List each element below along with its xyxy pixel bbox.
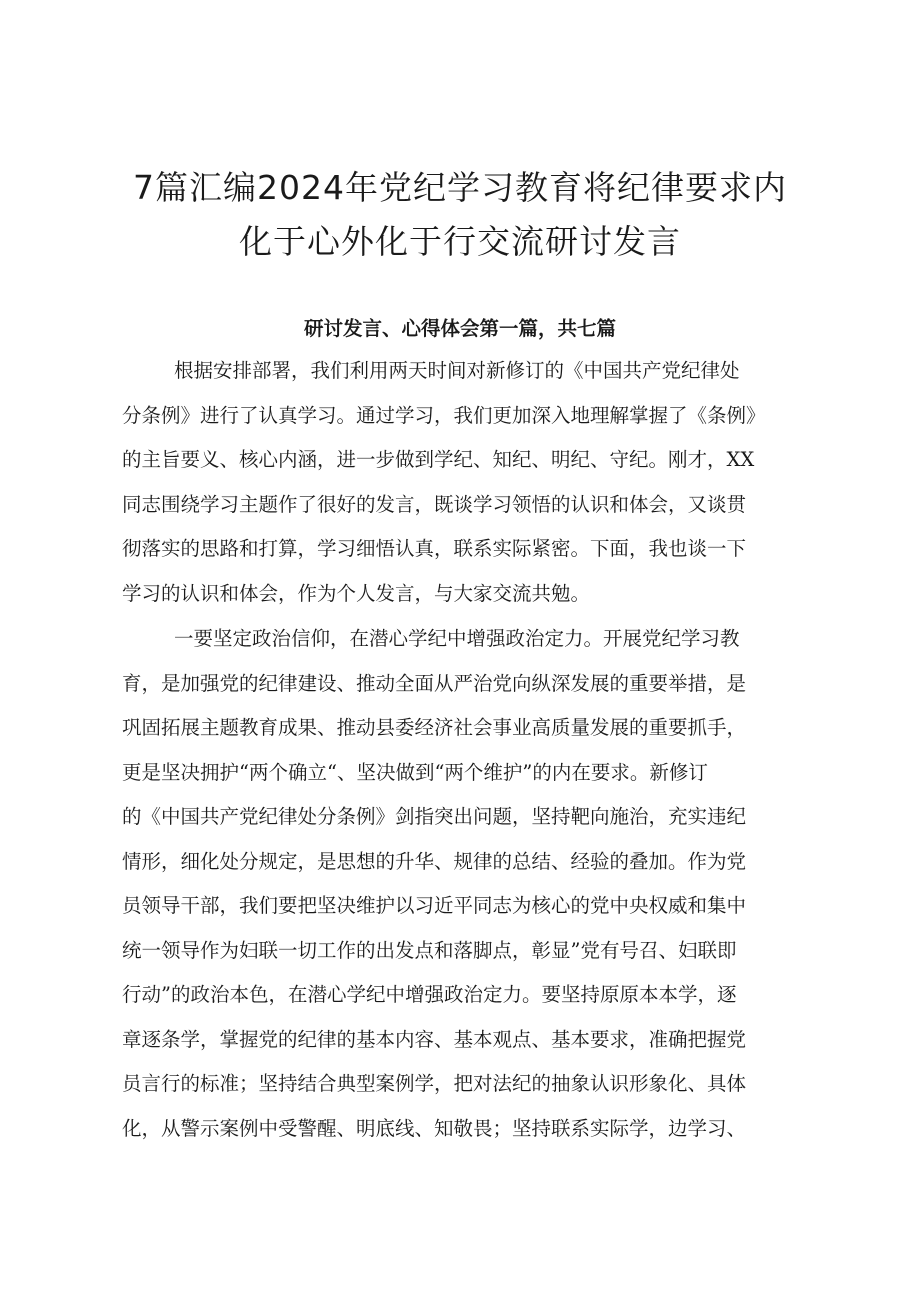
paragraph-line: 分条例》进行了认真学习。通过学习，我们更加深入地理解掌握了《条例》 xyxy=(122,403,766,427)
paragraph-1 xyxy=(122,349,812,616)
paragraph-line: 的《中国共产党纪律处分条例》剑指突出问题，坚持靶向施治，充实违纪 xyxy=(122,805,747,828)
paragraph-line: 章逐条学，掌握党的纪律的基本内容、基本观点、基本要求，准确把握党 xyxy=(122,1027,747,1051)
paragraph-line: 更是坚决拥护“两个确立“、坚决做到“两个维护”的内在要求。新修订 xyxy=(122,760,708,784)
paragraph-line: 情形，细化处分规定，是思想的升华、规律的总结、经验的叠加。作为党 xyxy=(122,849,747,873)
paragraph-line: 一要坚定政治信仰，在潜心学纪中增强政治定力。开展党纪学习教 xyxy=(174,627,740,650)
paragraph-line: 彻落实的思路和打算，学习细悟认真，联系实际紧密。下面，我也谈一下 xyxy=(122,537,747,560)
paragraph-line: 行动”的政治本色，在潜心学纪中增强政治定力。要坚持原原本本学，逐 xyxy=(122,983,737,1006)
paragraph-line: 根据安排部署，我们利用两天时间对新修订的《中国共产党纪律处 xyxy=(174,359,740,382)
document-title-line-2: 化于心外化于行交流研讨发言 xyxy=(239,222,681,261)
paragraph-line: 化，从警示案例中受警醒、明底线、知敬畏；坚持联系实际学，边学习、 xyxy=(122,1116,747,1140)
paragraph-line: 育，是加强党的纪律建设、推动全面从严治党向纵深发展的重要举措，是 xyxy=(122,671,747,695)
document-title-line-1: 7篇汇编2024年党纪学习教育将纪律要求内 xyxy=(133,168,787,207)
paragraph-line: 同志围绕学习主题作了很好的发言，既谈学习领悟的认识和体会，又谈贯 xyxy=(122,492,747,516)
paragraph-line: 员言行的标准；坚持结合典型案例学，把对法纪的抽象认识形象化、具体 xyxy=(122,1072,747,1095)
paragraph-line: 员领导干部，我们要把坚决维护以习近平同志为核心的党中央权威和集中 xyxy=(122,894,747,917)
paragraph-line: 巩固拓展主题教育成果、推动县委经济社会事业高质量发展的重要抓手， xyxy=(122,716,747,739)
paragraph-line: 的主旨要义、核心内涵，进一步做到学纪、知纪、明纪、守纪。刚才，XX xyxy=(122,448,755,471)
paragraph-line: 学习的认识和体会，作为个人发言，与大家交流共勉。 xyxy=(122,581,591,605)
paragraph-line: 统一领导作为妇联一切工作的出发点和落脚点，彰显”党有号召、妇联即 xyxy=(122,938,737,962)
section-subtitle: 研讨发言、心得体会第一篇，共七篇 xyxy=(303,317,616,340)
paragraph-2 xyxy=(122,617,812,1151)
